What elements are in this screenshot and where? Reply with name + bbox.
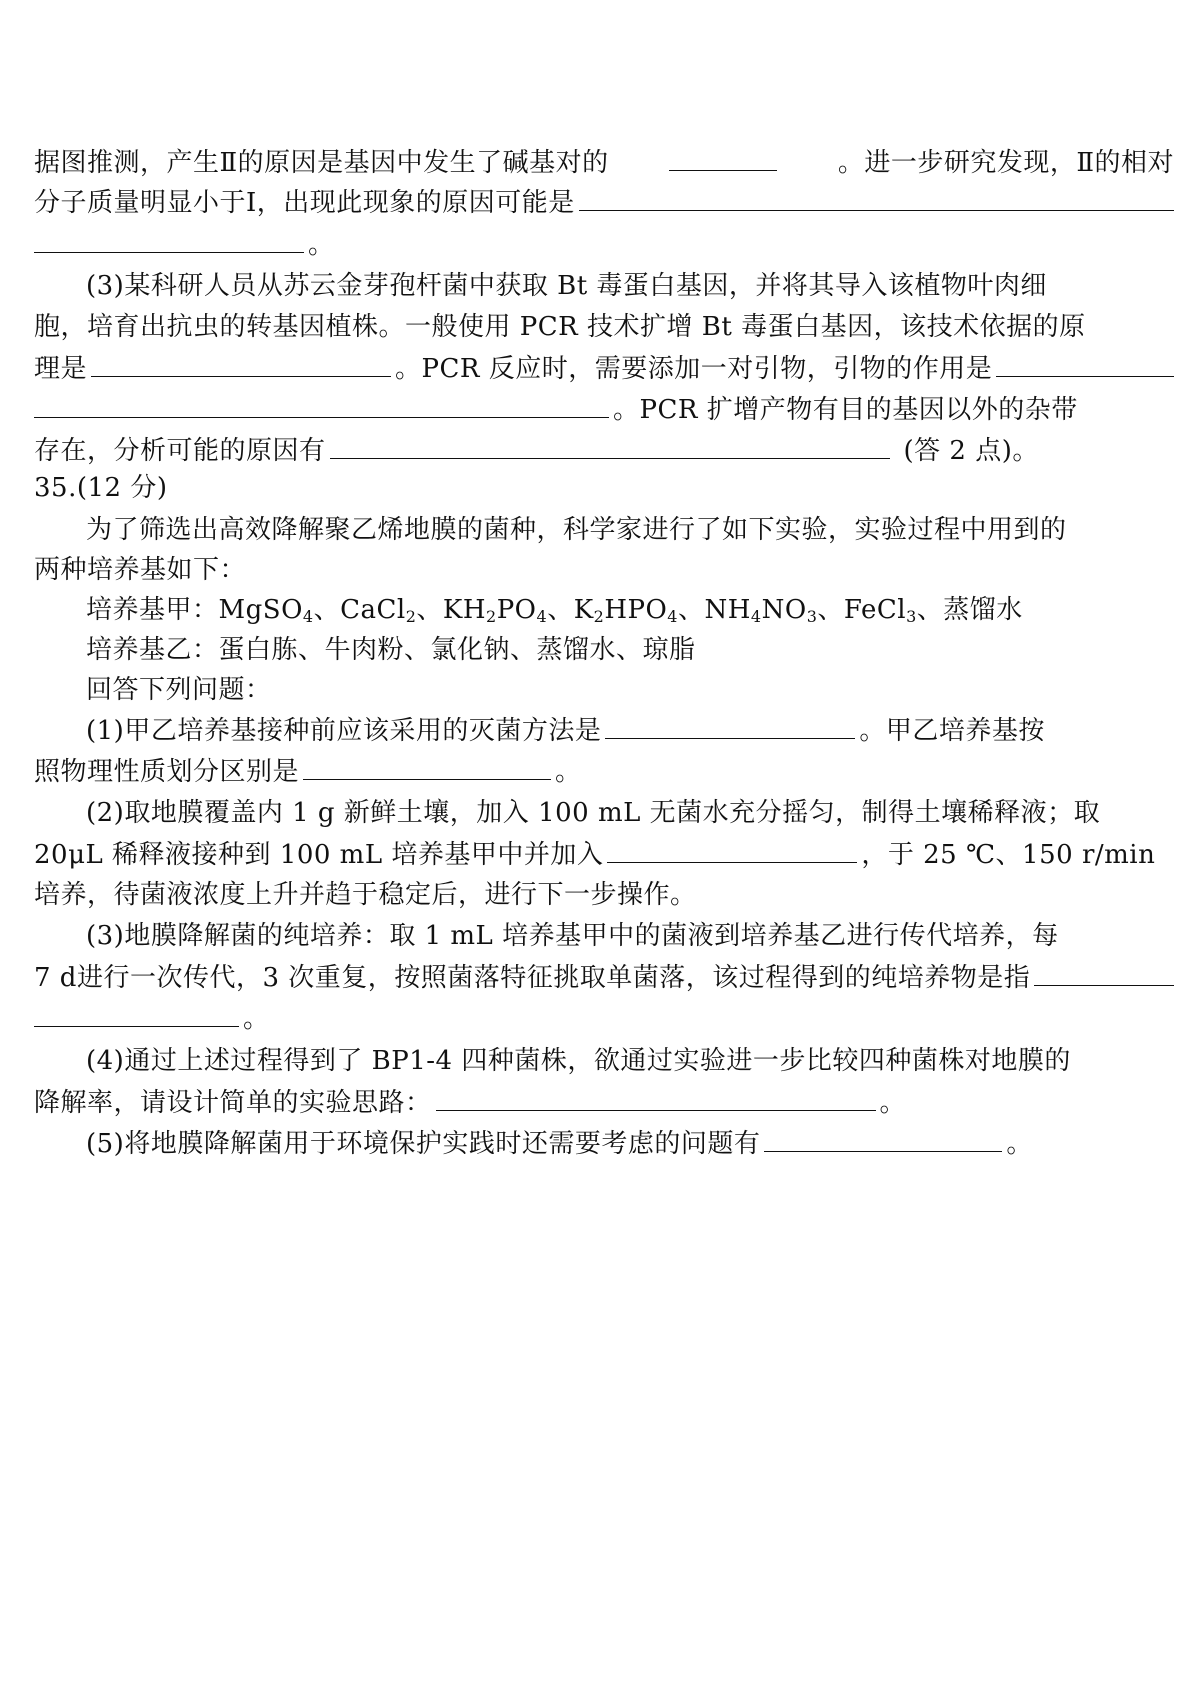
text-segment: 、KH (416, 595, 486, 625)
text-segment: (答 2 点)。 (903, 436, 1039, 466)
text-segment: 。 (308, 230, 335, 260)
question-number: 35.(12 分) (34, 473, 168, 503)
text-segment: (3)地膜降解菌的纯培养：取 1 mL 培养基甲中的菌液到培养基乙进行传代培养，每 (86, 921, 1059, 951)
text-line-7 (34, 387, 1174, 431)
subscript: 4 (536, 607, 548, 626)
subscript: 2 (405, 607, 417, 626)
text-segment: 。 (243, 1004, 270, 1034)
answer-blank[interactable] (996, 346, 1174, 377)
medium-b-line (86, 628, 1176, 672)
text-segment: 、FeCl (817, 595, 907, 625)
text-segment: 培养基甲：MgSO (86, 595, 303, 625)
text-segment: NO (761, 595, 807, 625)
subscript: 2 (593, 607, 605, 626)
text-segment: 据图推测，产生Ⅱ的原因是基因中发生了碱基对的 (34, 148, 609, 178)
answer-blank[interactable] (91, 346, 391, 377)
text-line-4 (86, 264, 1176, 308)
text-segment: 20μL 稀释液接种到 100 mL 培养基甲中并加入 (34, 840, 604, 870)
answer-blank[interactable] (34, 996, 239, 1027)
text-segment: 、蒸馏水 (916, 595, 1023, 625)
text-line-18 (34, 832, 1174, 876)
answer-blank[interactable] (34, 222, 304, 253)
text-segment: (1)甲乙培养基接种前应该采用的灭菌方法是 (86, 716, 602, 746)
text-segment: 降解率，请设计简单的实验思路： (34, 1088, 432, 1118)
text-segment: 。PCR 扩增产物有目的基因以外的杂带 (613, 395, 1078, 425)
answer-blank[interactable] (1034, 955, 1174, 986)
text-segment: 培养，待菌液浓度上升并趋于稳定后，进行下一步操作。 (34, 880, 697, 910)
text-segment: 照物理性质划分区别是 (34, 757, 300, 787)
text-line-24 (34, 1080, 1174, 1124)
text-line-1 (34, 140, 1174, 184)
text-segment: 。进一步研究发现，Ⅱ的相对 (837, 148, 1174, 178)
text-line-3 (34, 222, 1174, 266)
answer-blank[interactable] (669, 140, 777, 171)
text-line-14 (86, 668, 1176, 712)
text-segment: 回答下列问题： (86, 675, 272, 705)
text-segment: 为了筛选出高效降解聚乙烯地膜的菌种，科学家进行了如下实验，实验过程中用到的 (86, 515, 1067, 545)
text-line-19 (34, 873, 1174, 917)
answer-blank[interactable] (764, 1121, 1002, 1152)
text-line-21 (34, 955, 1174, 999)
text-segment: 、K (547, 595, 594, 625)
answer-blank[interactable] (607, 832, 857, 863)
text-line-15 (86, 708, 1176, 752)
text-segment: 、CaCl (313, 595, 406, 625)
subscript: 4 (667, 607, 678, 626)
subscript: 3 (906, 607, 917, 626)
text-line-5 (34, 305, 1174, 349)
text-segment: (5)将地膜降解菌用于环境保护实践时还需要考虑的问题有 (86, 1129, 761, 1159)
text-segment: HPO (604, 595, 668, 625)
text-segment: 、NH (677, 595, 751, 625)
answer-blank[interactable] (303, 749, 551, 780)
text-line-20 (86, 914, 1176, 958)
text-segment: 。 (555, 757, 582, 787)
text-segment: 。 (1006, 1129, 1033, 1159)
answer-blank[interactable] (436, 1080, 876, 1111)
text-line-22 (34, 996, 1174, 1040)
answer-blank[interactable] (579, 180, 1174, 211)
subscript: 4 (750, 607, 762, 626)
text-segment: 存在，分析可能的原因有 (34, 436, 326, 466)
subscript: 2 (486, 607, 497, 626)
text-line-25 (86, 1121, 1176, 1165)
text-segment: 7 d进行一次传代，3 次重复，按照菌落特征挑取单菌落，该过程得到的纯培养物是指 (34, 963, 1031, 993)
text-segment: 培养基乙：蛋白胨、牛肉粉、氯化钠、蒸馏水、琼脂 (86, 635, 696, 665)
text-line-17 (86, 791, 1176, 835)
text-line-16 (34, 749, 1174, 793)
text-line-6 (34, 346, 1174, 390)
answer-blank[interactable] (605, 708, 855, 739)
text-segment: 理是 (34, 354, 88, 384)
text-segment: PO (496, 595, 537, 625)
text-line-11 (34, 548, 1174, 592)
text-segment: (2)取地膜覆盖内 1 g 新鲜土壤，加入 100 mL 无菌水充分摇匀，制得土壤稀释液；取 (86, 798, 1101, 828)
text-segment: 分子质量明显小于Ⅰ，出现此现象的原因可能是 (34, 188, 575, 218)
answer-blank[interactable] (34, 387, 609, 418)
text-segment: (4)通过上述过程得到了 BP1-4 四种菌株，欲通过实验进一步比较四种菌株对地膜的 (86, 1046, 1071, 1076)
subscript: 4 (302, 607, 314, 626)
text-line-10 (86, 508, 1176, 552)
question-35-heading (34, 466, 1174, 510)
text-segment: 两种培养基如下： (34, 555, 247, 585)
text-line-2 (34, 180, 1174, 224)
answer-blank[interactable] (330, 428, 890, 459)
text-segment: 。 (879, 1088, 907, 1118)
text-segment: 胞，培育出抗虫的转基因植株。一般使用 PCR 技术扩增 Bt 毒蛋白基因，该技术依据的原 (34, 312, 1086, 342)
text-segment: 。PCR 反应时，需要添加一对引物，引物的作用是 (395, 354, 993, 384)
subscript: 3 (806, 607, 818, 626)
text-segment: 。甲乙培养基按 (859, 716, 1045, 746)
text-segment: (3)某科研人员从苏云金芽孢杆菌中获取 Bt 毒蛋白基因，并将其导入该植物叶肉细 (86, 271, 1047, 301)
text-line-23 (86, 1039, 1176, 1083)
medium-a-line (86, 588, 1176, 632)
text-segment: ，于 25 ℃、150 r/min (861, 840, 1156, 870)
